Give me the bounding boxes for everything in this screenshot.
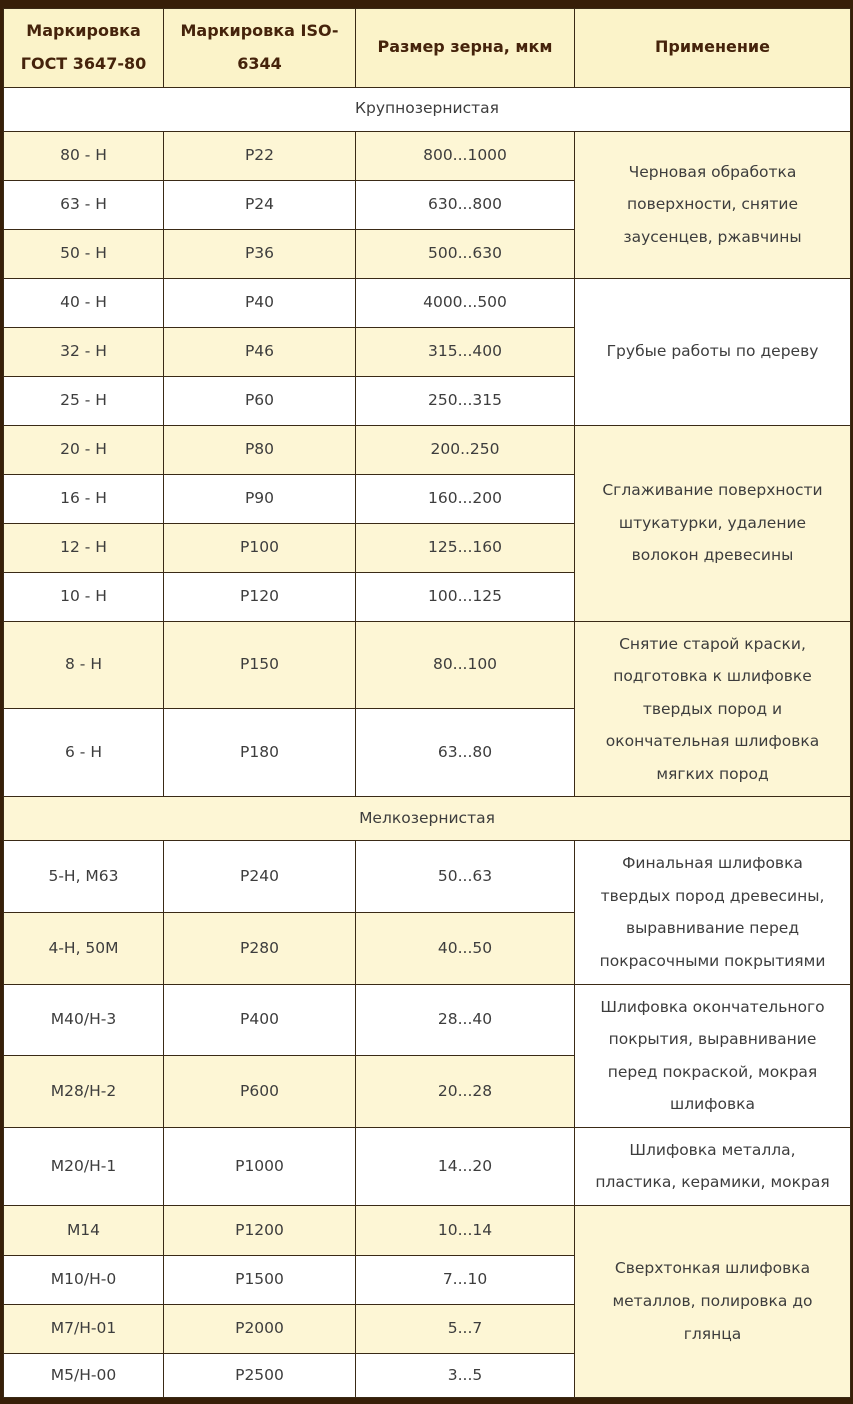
size-cell: 7...10 — [356, 1255, 575, 1304]
iso-cell: Р40 — [164, 278, 356, 327]
gost-cell: 8 - Н — [4, 621, 164, 709]
table-row — [4, 621, 851, 709]
size-cell: 10...14 — [356, 1205, 575, 1255]
gost-cell: 12 - Н — [4, 523, 164, 572]
gost-cell: 20 - Н — [4, 425, 164, 474]
size-cell: 100...125 — [356, 572, 575, 621]
application-cell: Грубые работы по дереву — [575, 278, 851, 425]
gost-cell: М5/Н-00 — [4, 1353, 164, 1397]
iso-cell: Р1200 — [164, 1205, 356, 1255]
header-row — [4, 9, 851, 88]
size-cell: 200..250 — [356, 425, 575, 474]
iso-cell: Р150 — [164, 621, 356, 709]
header-cell-application: Применение — [575, 9, 851, 88]
size-cell: 63...80 — [356, 709, 575, 797]
table-row — [4, 425, 851, 474]
size-cell: 315...400 — [356, 327, 575, 376]
iso-cell: Р36 — [164, 229, 356, 278]
gost-cell: М7/Н-01 — [4, 1304, 164, 1353]
size-cell: 250...315 — [356, 376, 575, 425]
gost-cell: 80 - Н — [4, 131, 164, 180]
size-cell: 20...28 — [356, 1056, 575, 1128]
gost-cell: М40/Н-3 — [4, 984, 164, 1056]
iso-cell: Р180 — [164, 709, 356, 797]
iso-cell: Р80 — [164, 425, 356, 474]
iso-cell: Р2000 — [164, 1304, 356, 1353]
application-cell: Сверхтонкая шлифовка металлов, полировка до глянца — [575, 1205, 851, 1397]
grit-table — [3, 8, 851, 1398]
iso-cell: Р1000 — [164, 1127, 356, 1205]
header-cell-size: Размер зерна, мкм — [356, 9, 575, 88]
gost-cell: 25 - Н — [4, 376, 164, 425]
section-label: Мелкозернистая — [4, 797, 851, 841]
gost-cell: 6 - Н — [4, 709, 164, 797]
section-label: Крупнозернистая — [4, 87, 851, 131]
iso-cell: Р2500 — [164, 1353, 356, 1397]
application-cell: Черновая обработка поверхности, снятие заусенцев, ржавчины — [575, 131, 851, 278]
size-cell: 80...100 — [356, 621, 575, 709]
section-row-fine — [4, 797, 851, 841]
table-row — [4, 278, 851, 327]
application-cell: Финальная шлифовка твердых пород древесины, выравнивание перед покрасочными покрытиями — [575, 841, 851, 984]
application-cell: Снятие старой краски, подготовка к шлифовке твердых пород и окончательная шлифовка мягких пород — [575, 621, 851, 797]
gost-cell: 16 - Н — [4, 474, 164, 523]
header-cell-gost: Маркировка ГОСТ 3647-80 — [4, 9, 164, 88]
gost-cell: М10/Н-0 — [4, 1255, 164, 1304]
iso-cell: Р1500 — [164, 1255, 356, 1304]
gost-cell: 4-Н, 50М — [4, 912, 164, 984]
size-cell: 160...200 — [356, 474, 575, 523]
size-cell: 4000...500 — [356, 278, 575, 327]
size-cell: 800...1000 — [356, 131, 575, 180]
gost-cell: 10 - Н — [4, 572, 164, 621]
gost-cell: 50 - Н — [4, 229, 164, 278]
iso-cell: Р90 — [164, 474, 356, 523]
iso-cell: Р100 — [164, 523, 356, 572]
size-cell: 500...630 — [356, 229, 575, 278]
iso-cell: Р24 — [164, 180, 356, 229]
table-row — [4, 984, 851, 1056]
iso-cell: Р280 — [164, 912, 356, 984]
gost-cell: М20/Н-1 — [4, 1127, 164, 1205]
table-row — [4, 1127, 851, 1205]
iso-cell: Р240 — [164, 841, 356, 913]
size-cell: 125...160 — [356, 523, 575, 572]
table-row — [4, 131, 851, 180]
gost-cell: М14 — [4, 1205, 164, 1255]
gost-cell: 32 - Н — [4, 327, 164, 376]
iso-cell: Р400 — [164, 984, 356, 1056]
size-cell: 40...50 — [356, 912, 575, 984]
iso-cell: Р600 — [164, 1056, 356, 1128]
gost-cell: М28/Н-2 — [4, 1056, 164, 1128]
iso-cell: Р120 — [164, 572, 356, 621]
size-cell: 630...800 — [356, 180, 575, 229]
size-cell: 5...7 — [356, 1304, 575, 1353]
size-cell: 50...63 — [356, 841, 575, 913]
application-cell: Сглаживание поверхности штукатурки, удаление волокон древесины — [575, 425, 851, 621]
size-cell: 14...20 — [356, 1127, 575, 1205]
application-cell: Шлифовка окончательного покрытия, выравнивание перед покраской, мокрая шлифовка — [575, 984, 851, 1127]
table-row — [4, 1205, 851, 1255]
gost-cell: 5-Н, М63 — [4, 841, 164, 913]
size-cell: 3...5 — [356, 1353, 575, 1397]
iso-cell: Р60 — [164, 376, 356, 425]
gost-cell: 63 - Н — [4, 180, 164, 229]
gost-cell: 40 - Н — [4, 278, 164, 327]
iso-cell: Р46 — [164, 327, 356, 376]
header-cell-iso: Маркировка ISO-6344 — [164, 9, 356, 88]
application-cell: Шлифовка металла, пластика, керамики, мокрая — [575, 1127, 851, 1205]
iso-cell: Р22 — [164, 131, 356, 180]
table-row — [4, 841, 851, 913]
section-row-coarse — [4, 87, 851, 131]
size-cell: 28...40 — [356, 984, 575, 1056]
